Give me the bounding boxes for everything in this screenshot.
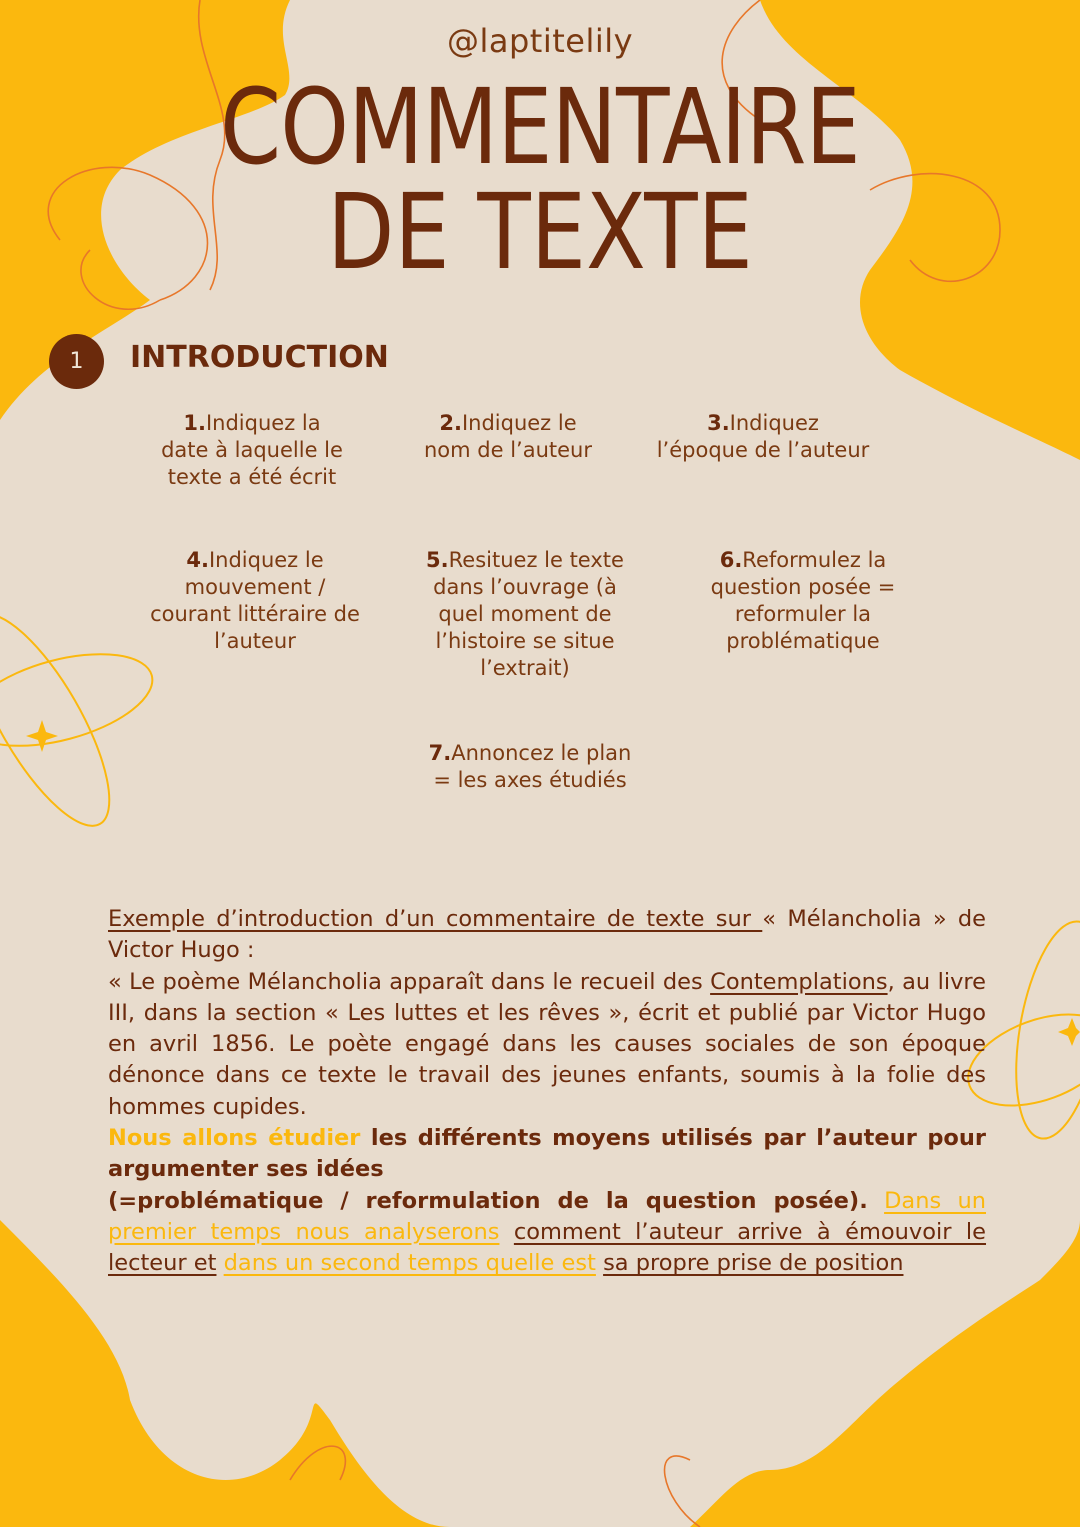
step-3: 3.Indiquez l’époque de l’auteur	[656, 411, 870, 462]
example-paragraph-context: « Le poème Mélancholia apparaît dans le recueil des Contemplations, au livre III, dans la section « Les luttes et les rêves », écrit et publié par Victor Hugo en avril 1856. Le poète engagé dans les causes sociales de son époque dénonce dans ce texte le travail des jeunes enfants, soumis à la folie des hommes cupides.	[108, 968, 987, 1120]
step-4: 4.Indiquez le mouvement / courant littéraire de l’auteur	[150, 548, 360, 653]
example-paragraph-problematic: Nous allons étudier les différents moyens utilisés par l’auteur pour argumenter ses idées	[108, 1125, 986, 1183]
author-handle: @laptitelily	[446, 22, 634, 60]
example-paragraph-plan: (=problématique / reformulation de la question posée). Dans un premier temps nous analyserons comment l’auteur arrive à émouvoir le lecteur et dans un second temps quelle est sa propre prise de position	[108, 1187, 987, 1277]
step-2: 2.Indiquez le nom de l’auteur	[424, 411, 592, 462]
step-1: 1.Indiquez la date à laquelle le texte a été écrit	[161, 411, 343, 489]
step-6: 6.Reformulez la question posée = reformuler la problématique	[710, 548, 896, 653]
step-7: 7.Annoncez le plan = les axes étudiés	[428, 741, 632, 792]
example-introduction	[108, 904, 986, 1280]
section-title: INTRODUCTION	[130, 340, 389, 375]
example-heading: Exemple d’introduction d’un commentaire de texte sur « Mélancholia » de Victor Hugo :	[108, 906, 986, 964]
page-title-line2: DE TEXTE	[327, 171, 753, 293]
book-title: Contemplations	[710, 968, 888, 995]
section-number-badge: 1	[49, 334, 104, 389]
step-5: 5.Resituez le texte dans l’ouvrage (à quel moment de l’histoire se situe l’extrait)	[426, 548, 624, 680]
page-title-line1: COMMENTAIRE	[220, 66, 860, 188]
